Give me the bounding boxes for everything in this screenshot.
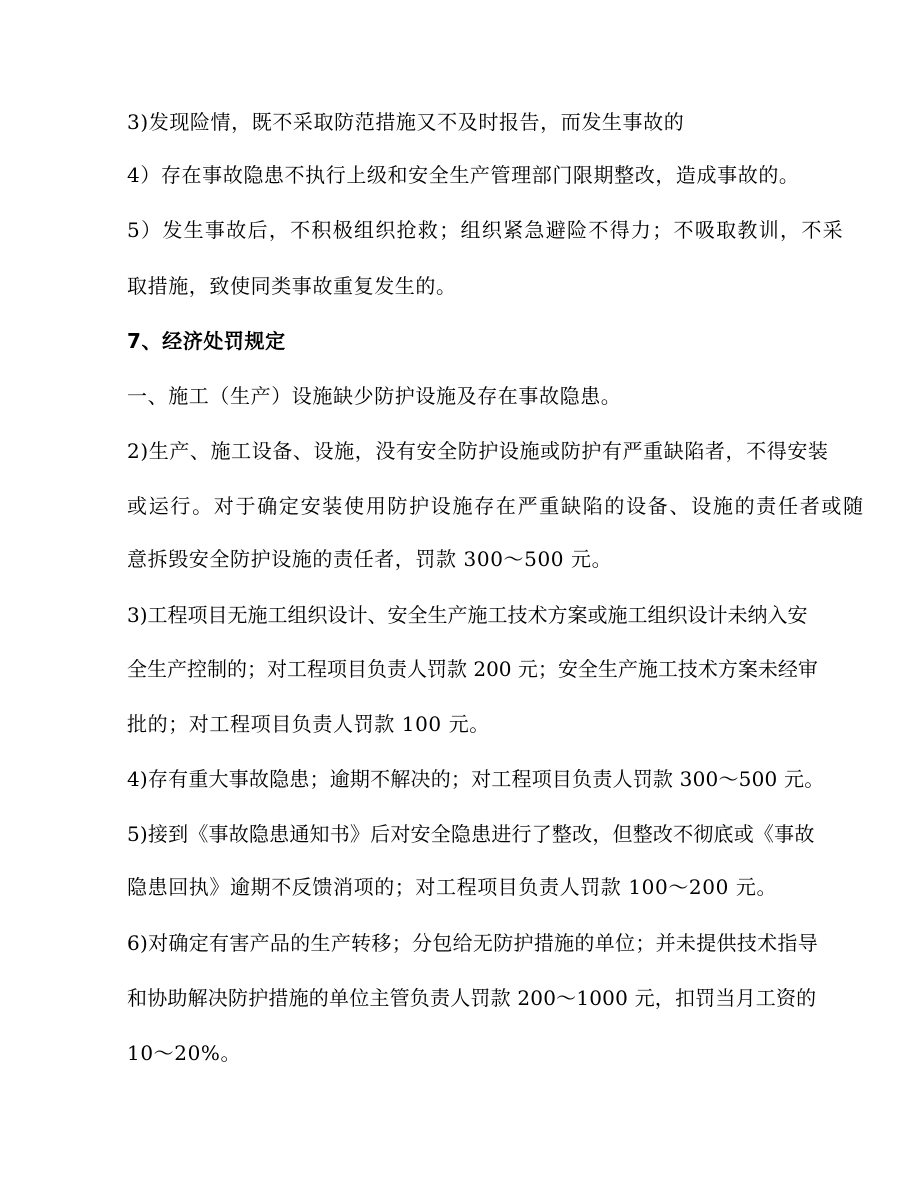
text-line-item-5-start: 5）发生事故后，不积极组织抢救；组织紧急避险不得力；不吸取教训，不采 <box>127 218 844 242</box>
text-line-rule-4: 4)存有重大事故隐患；逾期不解决的；对工程项目负责人罚款 300～500 元。 <box>127 767 825 791</box>
section-heading: 7、经济处罚规定 <box>127 329 286 353</box>
text-line-item-4: 4）存在事故隐患不执行上级和安全生产管理部门限期整改，造成事故的。 <box>127 163 800 187</box>
text-line-item-5-end: 取措施，致使同类事故重复发生的。 <box>127 274 457 298</box>
text-line-rule-5-start: 5)接到《事故隐患通知书》后对安全隐患进行了整改，但整改不彻底或《事故 <box>127 822 815 846</box>
text-line-rule-3-start: 3)工程项目无施工组织设计、安全生产施工技术方案或施工组织设计未纳入安 <box>127 603 808 627</box>
text-line-rule-5-end: 隐患回执》逾期不反馈消项的；对工程项目负责人罚款 100～200 元。 <box>127 875 778 899</box>
subsection-heading: 一、施工（生产）设施缺少防护设施及存在事故隐患。 <box>127 384 622 408</box>
text-line-rule-3-end: 批的；对工程项目负责人罚款 100 元。 <box>127 712 490 736</box>
text-line-rule-3-mid: 全生产控制的；对工程项目负责人罚款 200 元；安全生产施工技术方案未经审 <box>127 657 818 681</box>
text-line-rule-6-start: 6)对确定有害产品的生产转移；分包给无防护措施的单位；并未提供技术指导 <box>127 931 819 955</box>
text-line-rule-2-end: 意拆毁安全防护设施的责任者，罚款 300～500 元。 <box>127 547 613 571</box>
text-line-rule-6-end: 10～20%。 <box>127 1041 242 1065</box>
text-line-item-3: 3)发现险情，既不采取防范措施又不及时报告，而发生事故的 <box>127 110 685 134</box>
text-line-rule-6-mid: 和协助解决防护措施的单位主管负责人罚款 200～1000 元，扣罚当月工资的 <box>127 986 817 1010</box>
text-line-rule-2-mid: 或运行。对于确定安装使用防护设施存在严重缺陷的设备、设施的责任者或随 <box>127 494 865 518</box>
text-line-rule-2-start: 2)生产、施工设备、设施，没有安全防护设施或防护有严重缺陷者，不得安装 <box>127 439 829 463</box>
